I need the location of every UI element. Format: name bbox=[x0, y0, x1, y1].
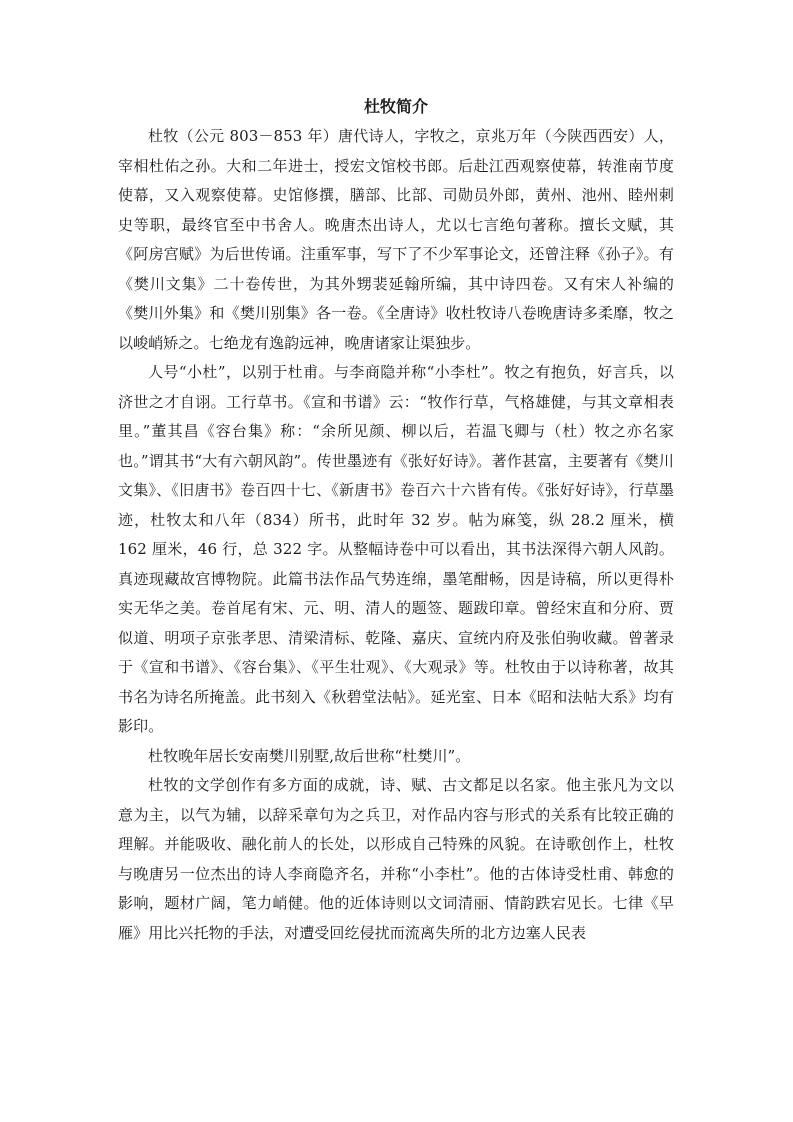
paragraph-3: 杜牧晚年居长安南樊川别墅,故后世称“杜樊川”。 bbox=[148, 746, 471, 765]
paragraph-1: 杜牧（公元 803－853 年）唐代诗人，字牧之，京兆万年（今陕西西安）人，宰相杜佑之孙。大和二年进士，授宏文馆校书郎。后赴江西观察使幕，转淮南节度使幕，又入观察使幕。史馆修撰，膳部、比部、司勋员外郎，黄州、池州、睦州刺史等职，最终官至中书舍人。晚唐杰出诗人，尤以七言绝句著称。擅长文赋，其《阿房宫赋》为后世传诵。注重军事，写下了不少军事论文，还曾注释《孙子》。有《樊川文集》二十卷传世，为其外甥裴延翰所编，其中诗四卷。又有宋人补编的《樊川外集》和《樊川别集》各一卷。《全唐诗》收杜牧诗八卷晚唐诗多柔靡，牧之以峻峭矫之。七绝龙有逸韵远神，晚唐诸家让渠独步。 bbox=[118, 127, 674, 352]
document-title: 杜牧简介 bbox=[363, 97, 428, 116]
document-page bbox=[118, 96, 674, 948]
paragraph-2: 人号“小杜”，以别于杜甫。与李商隐并称“小李杜”。牧之有抱负，好言兵，以济世之才自诩。工行草书。《宣和书谱》云：“牧作行草，气格雄健，与其文章相表里。”董其昌《容台集》称：“余所见颜、柳以后，若温飞卿与（杜）牧之亦名家也。”谓其书“大有六朝风韵”。传世墨迹有《张好好诗》。著作甚富，主要著有《樊川文集》、《旧唐书》卷百四十七、《新唐书》卷百六十六皆有传。《张好好诗》，行草墨迹，杜牧太和八年（834）所书，此时年 32 岁。帖为麻笺，纵 28.2 厘米，横 162 厘米，46 行，总 322 字。从整幅诗卷中可以看出，其书法深得六朝人风韵。真迹现藏故宫博物院。此篇书法作品气势连绵，墨笔酣畅，因是诗稿，所以更得朴实无华之美。卷首尾有宋、元、明、清人的题签、题跋印章。曾经宋直和分府、贾似道、明项子京张孝思、清梁清标、乾隆、嘉庆、宣统内府及张伯驹收藏。曾著录于《宣和书谱》、《容台集》、《平生壮观》、《大观录》等。杜牧由于以诗称著，故其书名为诗名所掩盖。此书刻入《秋碧堂法帖》。延光室、日本《昭和法帖大系》均有影印。 bbox=[118, 363, 674, 735]
paragraph-4: 杜牧的文学创作有多方面的成就，诗、赋、古文都足以名家。他主张凡为文以意为主，以气为辅，以辞采章句为之兵卫，对作品内容与形式的关系有比较正确的理解。并能吸收、融化前人的长处，以形成自己特殊的风貌。在诗歌创作上，杜牧与晚唐另一位杰出的诗人李商隐齐名，并称“小李杜”。他的古体诗受杜甫、韩愈的影响，题材广阔，笔力峭健。他的近体诗则以文词清丽、情韵跌宕见长。七律《早雁》用比兴托物的手法，对遭受回纥侵扰而流离失所的北方边塞人民表 bbox=[118, 776, 674, 942]
